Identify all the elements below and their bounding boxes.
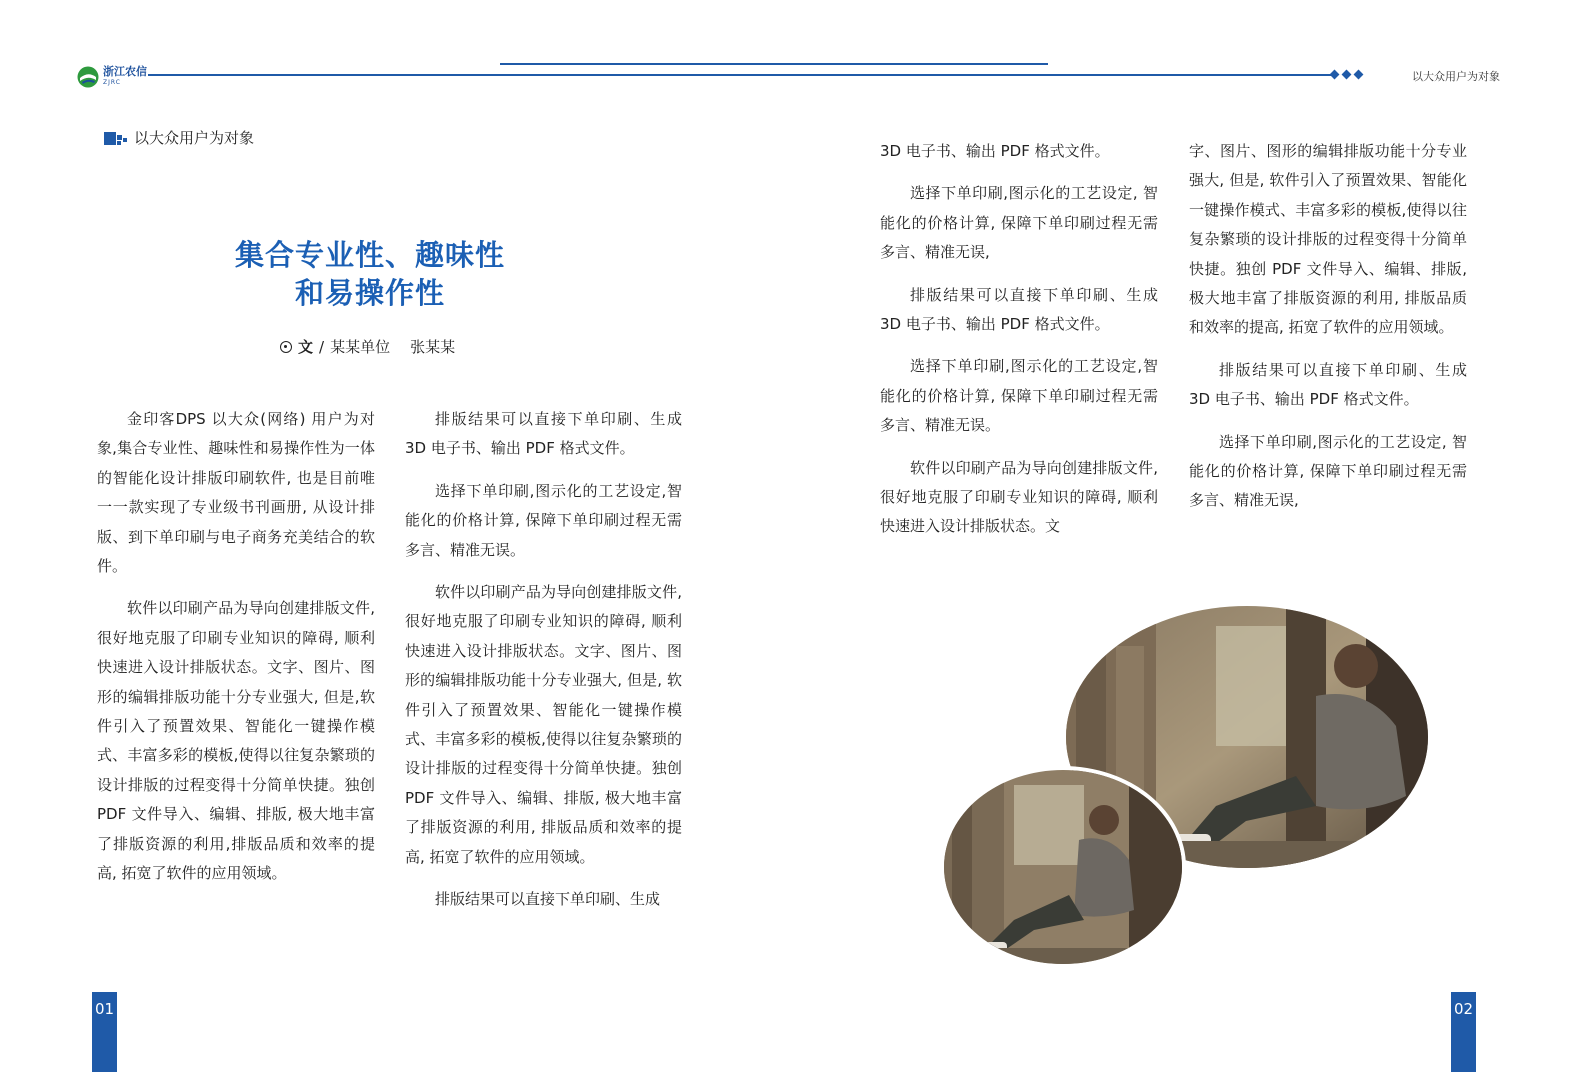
section-marker-icon bbox=[104, 130, 128, 146]
page-number-left: 01 bbox=[92, 992, 117, 1072]
text-column-3 bbox=[880, 137, 1158, 555]
header-diamonds bbox=[1330, 68, 1363, 82]
logo-icon bbox=[77, 66, 99, 88]
text-column-1 bbox=[97, 405, 375, 902]
diamond-icon bbox=[1330, 70, 1340, 80]
paragraph: 软件以印刷产品为导向创建排版文件, 很好地克服了印刷专业知识的障碍, 顺利快速进入设计排版状态。文字、图片、图形的编辑排版功能十分专业强大, 但是, 软件引入了预置效果、智能化一键操作模式、丰富多彩的模板,使得以往复杂繁琐的设计排版的过程变得十分简单快捷。独创 PDF 文件导入、编辑、排版, 极大地丰富了排版资源的利用, 排版品质和效率的提高, 拓宽了软件的应用领域。 bbox=[405, 583, 682, 866]
paragraph: 选择下单印刷,图示化的工艺设定, 智能化的价格计算, 保障下单印刷过程无需多言、精准无误, bbox=[880, 184, 1158, 262]
paragraph: 选择下单印刷,图示化的工艺设定,智能化的价格计算, 保障下单印刷过程无需多言、精准无误。 bbox=[880, 357, 1158, 435]
byline-org: 某某单位 bbox=[330, 338, 391, 356]
byline bbox=[280, 336, 455, 357]
text-column-4 bbox=[1189, 137, 1467, 529]
logo-name: 浙江农信 bbox=[103, 65, 147, 78]
photo-small bbox=[940, 766, 1186, 968]
paragraph: 排版结果可以直接下单印刷、生成 3D 电子书、输出 PDF 格式文件。 bbox=[405, 410, 682, 458]
diamond-icon bbox=[1342, 70, 1352, 80]
byline-prefix: 文 bbox=[298, 338, 314, 356]
paragraph: 软件以印刷产品为导向创建排版文件, 很好地克服了印刷专业知识的障碍, 顺利快速进入设计排版状态。文 bbox=[880, 458, 1158, 536]
paragraph: 排版结果可以直接下单印刷、生成 3D 电子书、输出 PDF 格式文件。 bbox=[1189, 360, 1467, 409]
section-label bbox=[104, 127, 254, 148]
header-section-title: 以大众用户为对象 bbox=[1412, 70, 1500, 83]
byline-separator: / bbox=[319, 337, 325, 356]
target-icon bbox=[280, 341, 292, 353]
article-title-line-1: 集合专业性、趣味性 bbox=[234, 238, 505, 272]
byline-author: 张某某 bbox=[410, 338, 456, 356]
paragraph: 选择下单印刷,图示化的工艺设定, 智能化的价格计算, 保障下单印刷过程无需多言、精准无误, bbox=[1189, 432, 1467, 510]
paragraph: 排版结果可以直接下单印刷、生成 bbox=[435, 890, 661, 909]
diamond-icon bbox=[1354, 70, 1364, 80]
article-title-line-2: 和易操作性 bbox=[294, 276, 445, 310]
paragraph: 选择下单印刷,图示化的工艺设定,智能化的价格计算, 保障下单印刷过程无需多言、精准无误。 bbox=[405, 481, 682, 559]
paragraph-continued: 3D 电子书、输出 PDF 格式文件。 bbox=[880, 142, 1110, 160]
paragraph: 金印客DPS 以大众(网络) 用户为对象,集合专业性、趣味性和易操作性为一体的智能化设计排版印刷软件, 也是目前唯一一款实现了专业级书刊画册, 从设计排版、到下单印刷与电子商务充美结合的软件。 bbox=[97, 410, 375, 576]
section-label-text: 以大众用户为对象 bbox=[134, 129, 255, 147]
logo-sub: ZJRC bbox=[103, 79, 121, 86]
photo-small-image bbox=[944, 770, 1182, 964]
paragraph: 排版结果可以直接下单印刷、生成 3D 电子书、输出 PDF 格式文件。 bbox=[880, 285, 1158, 334]
logo bbox=[77, 64, 157, 90]
header-rule-long bbox=[148, 74, 1338, 76]
page-number-right: 02 bbox=[1451, 992, 1476, 1072]
paragraph-continued: 字、图片、图形的编辑排版功能十分专业强大, 但是, 软件引入了预置效果、智能化一键操作模式、丰富多彩的模板,使得以往复杂繁琐的设计排版的过程变得十分简单快捷。独创 PDF 文件导入、编辑、排版, 极大地丰富了排版资源的利用, 排版品质和效率的提高, 拓宽了软件的应用领域。 bbox=[1189, 142, 1467, 337]
paragraph: 软件以印刷产品为导向创建排版文件, 很好地克服了印刷专业知识的障碍, 顺利快速进入设计排版状态。文字、图片、图形的编辑排版功能十分专业强大, 但是,软件引入了预置效果、智能化一键操作模式、丰富多彩的模板,使得以往复杂繁琐的设计排版的过程变得十分简单快捷。独创 PDF 文件导入、编辑、排版, 极大地丰富了排版资源的利用,排版品质和效率的提高, 拓宽了软件的应用领域。 bbox=[97, 599, 375, 883]
header-rule-short bbox=[500, 63, 1048, 65]
text-column-2 bbox=[405, 405, 682, 928]
